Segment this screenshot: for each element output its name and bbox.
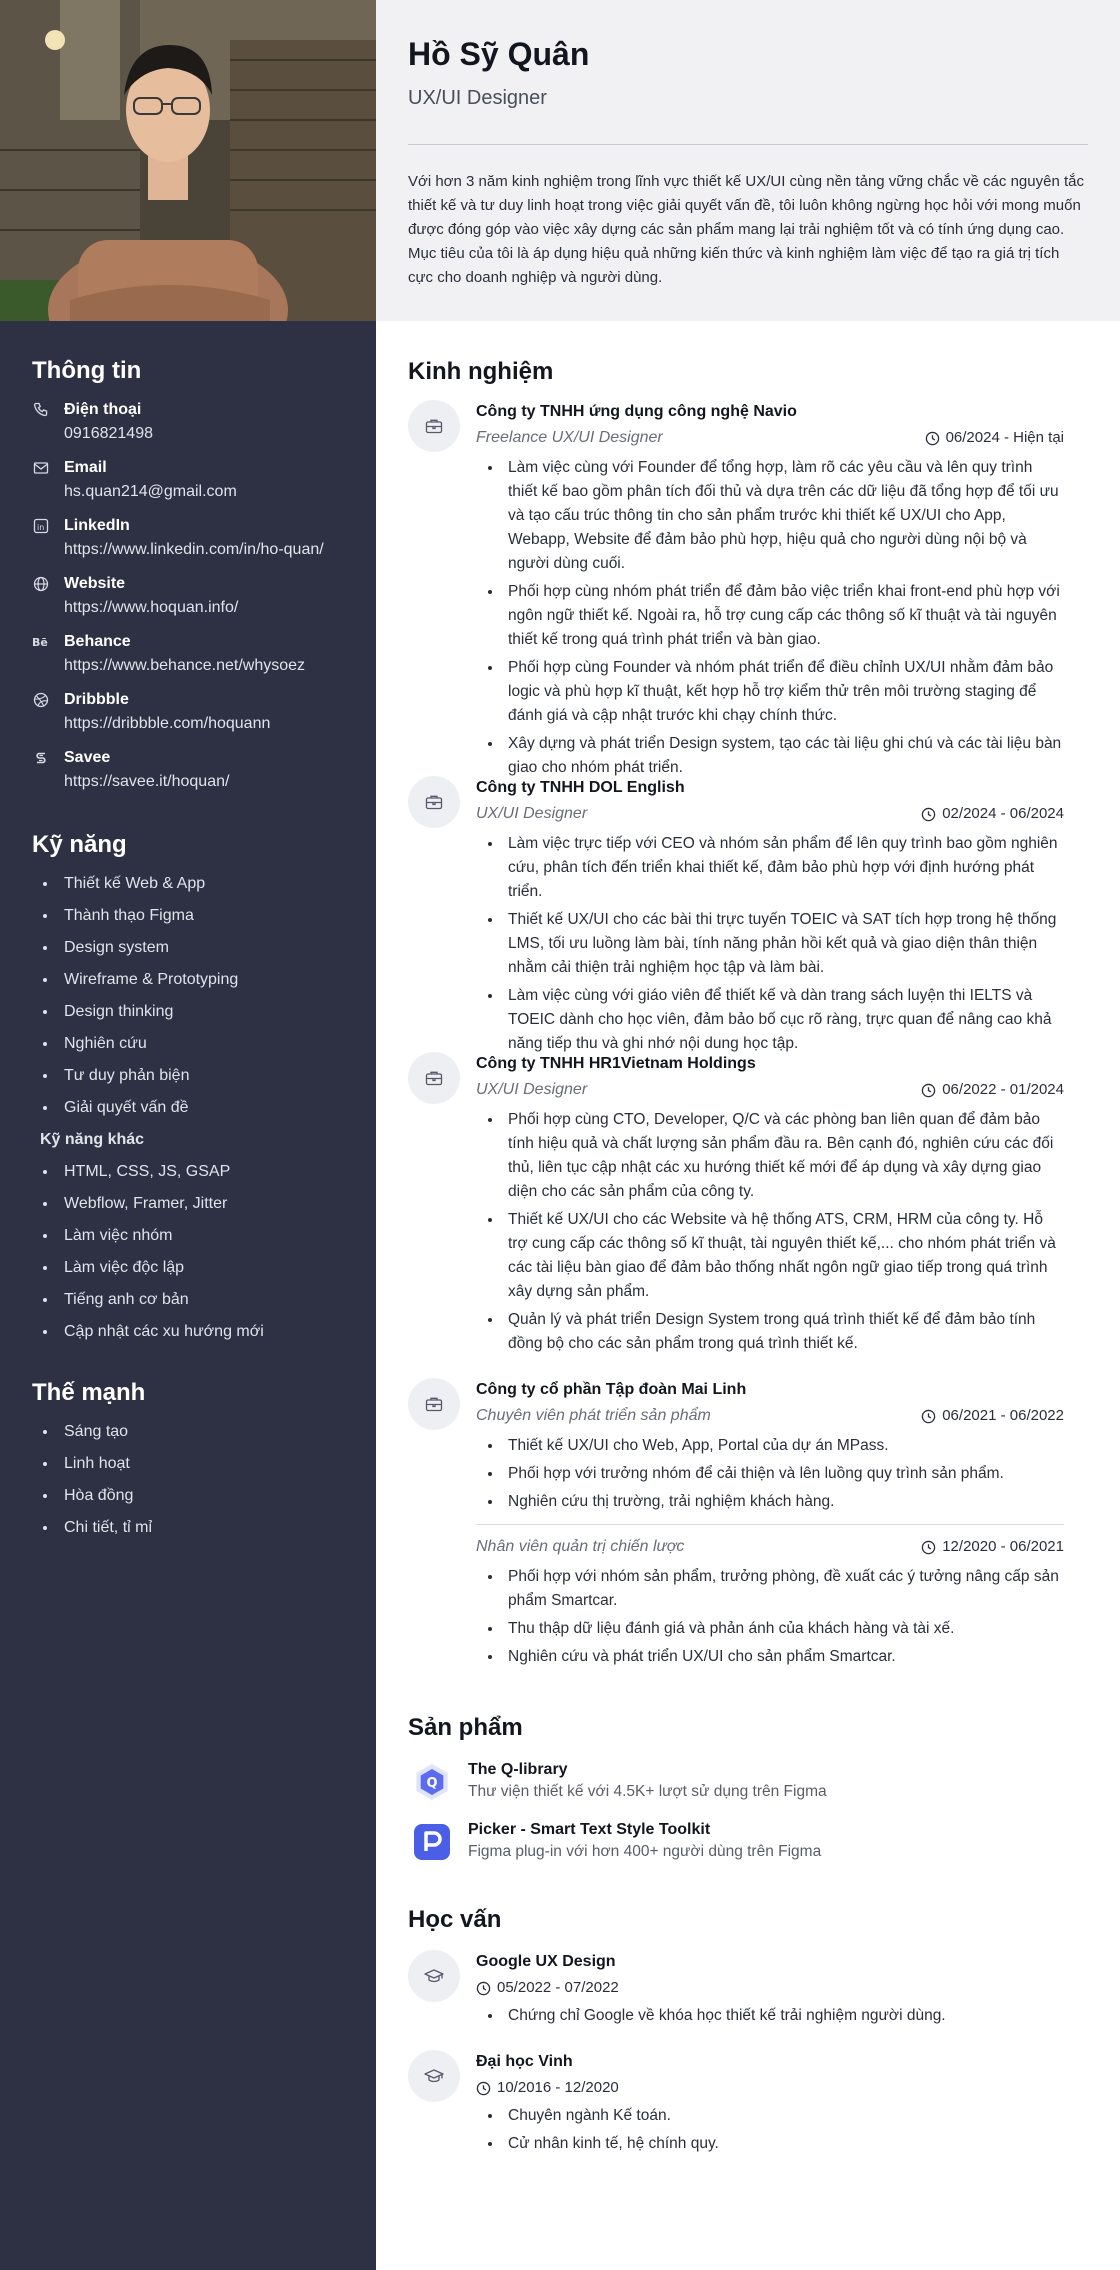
mail-icon — [32, 459, 50, 477]
product-item[interactable] — [408, 1758, 1064, 1806]
company-name: Công ty TNHH ứng dụng công nghệ Navio — [476, 403, 797, 420]
contact-behance — [32, 630, 352, 678]
other-skills-heading: Kỹ năng khác — [40, 1131, 145, 1148]
product-title: The Q-library — [468, 1761, 568, 1778]
products-section — [408, 1712, 1064, 1744]
header-divider — [408, 144, 1088, 145]
briefcase-icon — [408, 1378, 460, 1430]
product-description: Thư viện thiết kế với 4.5K+ lượt sử dụng trên Figma — [468, 1783, 827, 1800]
education-bullet: Chứng chỉ Google về khóa học thiết kế trải nghiệm người dùng. — [476, 2004, 1064, 2028]
other-skill-item: Làm việc nhóm — [32, 1220, 352, 1252]
clock-icon — [921, 1409, 936, 1424]
strength-item: Sáng tạo — [32, 1416, 352, 1448]
strength-item: Hòa đồng — [32, 1480, 352, 1512]
linkedin-icon — [32, 517, 50, 535]
skill-item: Thiết kế Web & App — [32, 868, 352, 900]
job-date — [925, 424, 1064, 452]
clock-icon — [925, 431, 940, 446]
skill-item: Thành thạo Figma — [32, 900, 352, 932]
education-date-text: 10/2016 - 12/2020 — [497, 2079, 619, 2096]
graduation-cap-icon — [408, 1950, 460, 2002]
product-item[interactable] — [408, 1818, 1064, 1866]
skills-section — [32, 830, 352, 1348]
job-position: Chuyên viên phát triển sản phẩm — [476, 1407, 711, 1424]
education-bullet: Chuyên ngành Kế toán. — [476, 2104, 1064, 2128]
job-bullet: Làm việc cùng với giáo viên để thiết kế và dàn trang sách luyện thi IELTS và TOEIC dành cho học viên, đảm bảo bố cục rõ ràng, trực quan để nâng cao khả năng tiếp thu và ghi nhớ nội dung học tập. — [476, 984, 1064, 1056]
skill-item: Wireframe & Prototyping — [32, 964, 352, 996]
info-heading: Thông tin — [32, 357, 142, 384]
contact-value[interactable]: https://www.hoquan.info/ — [64, 599, 239, 616]
contact-value[interactable]: https://www.behance.net/whysoez — [64, 657, 306, 674]
clock-icon — [921, 807, 936, 822]
other-skill-item: HTML, CSS, JS, GSAP — [32, 1156, 352, 1188]
job-bullet: Thiết kế UX/UI cho các Website và hệ thống ATS, CRM, HRM của công ty. Hỗ trợ cung cấp các thông số kĩ thuật, tài nguyên thiết kế,... cho nhóm phát triển và các tài liệu bàn giao để đảm bảo thống nhất ngôn ngữ giao tiếp trong quá trình xây dựng sản phẩm. — [476, 1208, 1064, 1304]
picker-logo-icon — [412, 1822, 452, 1862]
profile-photo — [0, 0, 376, 321]
savee-icon — [32, 749, 50, 767]
contact-value[interactable]: https://savee.it/hoquan/ — [64, 773, 230, 790]
contact-linkedin — [32, 514, 352, 562]
education-section — [408, 1904, 1064, 1936]
contact-value[interactable]: hs.quan214@gmail.com — [64, 483, 237, 500]
clock-icon — [476, 2081, 491, 2096]
strengths-section — [32, 1378, 352, 1544]
contact-label: Điện thoại — [64, 401, 142, 418]
skill-item: Design system — [32, 932, 352, 964]
sidebar — [0, 0, 376, 2270]
company-name: Công ty TNHH HR1Vietnam Holdings — [476, 1055, 756, 1072]
job-position: Freelance UX/UI Designer — [476, 429, 663, 446]
skill-item: Design thinking — [32, 996, 352, 1028]
products-heading: Sản phẩm — [408, 1714, 523, 1741]
contact-label: Dribbble — [64, 691, 129, 708]
education-date — [476, 2074, 1064, 2102]
job-bullet: Thiết kế UX/UI cho các bài thi trực tuyến TOEIC và SAT tích hợp trong hệ thống LMS, tối ưu luồng làm bài, tính năng phản hồi kết quả và giao diện thân thiện nhằm cải thiện trải nghiệm học tập và làm bài. — [476, 908, 1064, 980]
job-bullet: Xây dựng và phát triển Design system, tạo các tài liệu ghi chú và các tài liệu bàn giao cho nhóm phát triển. — [476, 732, 1064, 780]
job-bullet: Phối hợp cùng Founder và nhóm phát triển để điều chỉnh UX/UI nhằm đảm bảo logic và phù hợp kĩ thuật, kết hợp hỗ trợ kiểm thử trên môi trường staging để đánh giá và cập nhật trước khi chạy chính thức. — [476, 656, 1064, 728]
school-name: Đại học Vinh — [476, 2053, 573, 2070]
contact-email — [32, 456, 352, 504]
clock-icon — [476, 1981, 491, 1996]
job-position: UX/UI Designer — [476, 805, 588, 822]
contact-value[interactable]: https://www.linkedin.com/in/ho-quan/ — [64, 541, 324, 558]
product-description: Figma plug-in với hơn 400+ người dùng trên Figma — [468, 1843, 822, 1860]
svg-text:in: in — [37, 523, 45, 532]
job-bullet: Làm việc trực tiếp với CEO và nhóm sản phẩm để lên quy trình bao gồm nghiên cứu, phân tích đến triển khai thiết kế, đảm bảo phù hợp với định hướng phát triển. — [476, 832, 1064, 904]
job-bullet: Nghiên cứu thị trường, trải nghiệm khách hàng. — [476, 1490, 1064, 1514]
other-skill-item: Làm việc độc lập — [32, 1252, 352, 1284]
behance-icon — [32, 633, 50, 651]
job-date-text: 12/2020 - 06/2021 — [942, 1538, 1064, 1555]
job-bullet: Làm việc cùng với Founder để tổng hợp, làm rõ các yêu cầu và lên quy trình thiết kế bao gồm phân tích đối thủ và dựa trên các dữ liệu đã tổng hợp để tối ưu và tạo cấu trúc thông tin cho sản phẩm trước khi thiết kế UX/UI cho App, Webapp, Website để đảm bảo phù hợp, hiệu quả cho người dùng nội bộ và người dùng cuối. — [476, 456, 1064, 576]
skill-item: Giải quyết vấn đề — [32, 1092, 352, 1124]
profile-role: UX/UI Designer — [408, 87, 547, 109]
position-divider — [476, 1524, 1064, 1525]
education-bullet: Cử nhân kinh tế, hệ chính quy. — [476, 2132, 1064, 2156]
clock-icon — [921, 1540, 936, 1555]
experience-heading: Kinh nghiệm — [408, 358, 554, 385]
strength-item: Linh hoạt — [32, 1448, 352, 1480]
other-skill-item: Tiếng anh cơ bản — [32, 1284, 352, 1316]
job-bullet: Phối hợp cùng nhóm phát triển để đảm bảo việc triển khai front-end phù hợp với ngôn ngữ thiết kế. Ngoài ra, hỗ trợ cung cấp các thông số kĩ thuật và tài nguyên thiết kế trong quá trình phát triển và bàn giao. — [476, 580, 1064, 652]
contact-value[interactable]: https://dribbble.com/hoquann — [64, 715, 271, 732]
contact-label: LinkedIn — [64, 517, 130, 534]
briefcase-icon — [408, 1052, 460, 1104]
job-date — [921, 800, 1064, 828]
job-bullet: Quản lý và phát triển Design System trong quá trình thiết kế để đảm bảo tính đồng bộ cho các sản phẩm trong quá trình thiết kế. — [476, 1308, 1064, 1356]
q-library-logo-icon — [412, 1762, 452, 1802]
profile-summary: Với hơn 3 năm kinh nghiệm trong lĩnh vực thiết kế UX/UI cùng nền tảng vững chắc về các nguyên tắc thiết kế và tư duy linh hoạt trong việc giải quyết vấn đề, tôi luôn không ngừng học hỏi với mong muốn được đóng góp vào việc xây dựng các sản phẩm mang lại trải nghiệm tốt và có tính ứng dụng cao. Mục tiêu của tôi là áp dụng hiệu quả những kiến thức và kinh nghiệm làm việc để tạo ra giá trị tích cực cho doanh nghiệp và người dùng. — [408, 173, 1084, 286]
graduation-cap-icon — [408, 2050, 460, 2102]
contact-label: Savee — [64, 749, 111, 766]
job-date — [921, 1076, 1064, 1104]
job-date-text: 06/2022 - 01/2024 — [942, 1081, 1064, 1098]
briefcase-icon — [408, 776, 460, 828]
info-section — [32, 356, 352, 794]
education-heading: Học vấn — [408, 1906, 502, 1933]
education-date-text: 05/2022 - 07/2022 — [497, 1979, 619, 1996]
contact-dribbble — [32, 688, 352, 736]
svg-text:Bē: Bē — [32, 636, 48, 649]
experience-section — [408, 356, 1064, 388]
skills-heading: Kỹ năng — [32, 831, 127, 858]
globe-icon — [32, 575, 50, 593]
job-bullet: Nghiên cứu và phát triển UX/UI cho sản phẩm Smartcar. — [476, 1645, 1064, 1669]
contact-label: Email — [64, 459, 107, 476]
job-date-text: 06/2021 - 06/2022 — [942, 1407, 1064, 1424]
strength-item: Chi tiết, tỉ mỉ — [32, 1512, 352, 1544]
job-bullet: Phối hợp cùng CTO, Developer, Q/C và các phòng ban liên quan để đảm bảo tính hiệu quả và chất lượng sản phẩm đầu ra. Bên cạnh đó, nghiên cứu các đối thủ, liên tục cập nhật các xu hướng thiết kế mới để áp dụng và xây dựng giao diện cho các sản phẩm của công ty. — [476, 1108, 1064, 1204]
other-skill-item: Webflow, Framer, Jitter — [32, 1188, 352, 1220]
contact-label: Website — [64, 575, 126, 592]
strengths-heading: Thế mạnh — [32, 1379, 146, 1406]
job-date-text: 02/2024 - 06/2024 — [942, 805, 1064, 822]
job-position: UX/UI Designer — [476, 1081, 588, 1098]
clock-icon — [921, 1083, 936, 1098]
job-bullet: Thu thập dữ liệu đánh giá và phản ánh của khách hàng và tài xế. — [476, 1617, 1064, 1641]
briefcase-icon — [408, 400, 460, 452]
phone-icon — [32, 401, 50, 419]
job-position: Nhân viên quản trị chiến lược — [476, 1538, 685, 1555]
profile-header — [376, 0, 1120, 321]
contact-phone — [32, 398, 352, 446]
job-date — [921, 1402, 1064, 1430]
contact-website — [32, 572, 352, 620]
company-name: Công ty TNHH DOL English — [476, 779, 685, 796]
dribbble-icon — [32, 691, 50, 709]
job-bullet: Thiết kế UX/UI cho Web, App, Portal của dự án MPass. — [476, 1434, 1064, 1458]
school-name: Google UX Design — [476, 1953, 616, 1970]
job-date — [921, 1533, 1064, 1561]
contact-savee — [32, 746, 352, 794]
job-bullet: Phối hợp với trưởng nhóm để cải thiện và lên luồng quy trình sản phẩm. — [476, 1462, 1064, 1486]
job-bullet: Phối hợp với nhóm sản phẩm, trưởng phòng, đề xuất các ý tưởng nâng cấp sản phẩm Smartcar. — [476, 1565, 1064, 1613]
skill-item: Tư duy phản biện — [32, 1060, 352, 1092]
company-name: Công ty cổ phần Tập đoàn Mai Linh — [476, 1381, 747, 1398]
product-title: Picker - Smart Text Style Toolkit — [468, 1821, 711, 1838]
profile-name: Hồ Sỹ Quân — [408, 36, 590, 72]
contact-label: Behance — [64, 633, 131, 650]
other-skill-item: Cập nhật các xu hướng mới — [32, 1316, 352, 1348]
skill-item: Nghiên cứu — [32, 1028, 352, 1060]
job-date-text: 06/2024 - Hiện tại — [945, 429, 1064, 446]
svg-text:Q: Q — [426, 1776, 438, 1791]
contact-value[interactable]: 0916821498 — [64, 425, 153, 442]
education-date — [476, 1974, 1064, 2002]
